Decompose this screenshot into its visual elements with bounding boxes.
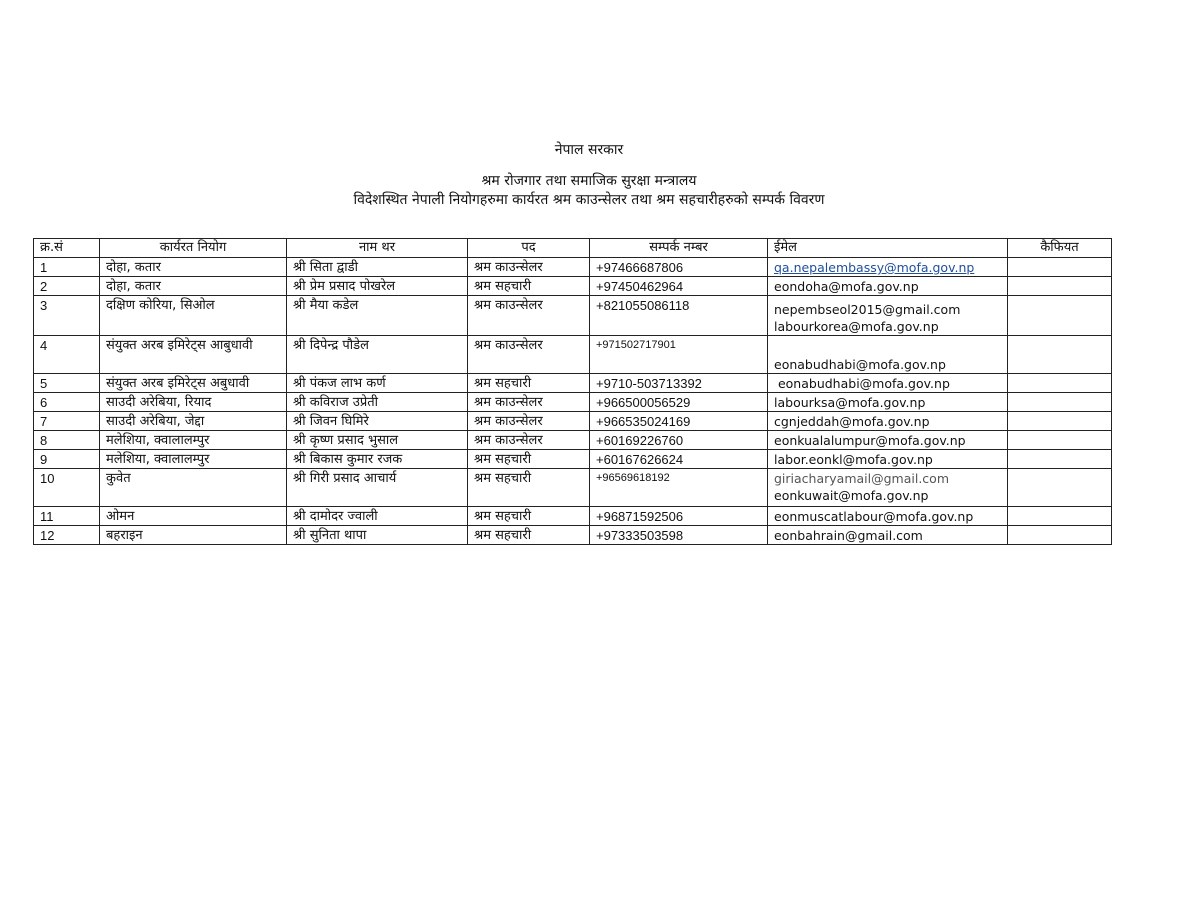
cell-phone: +60169226760	[590, 431, 768, 450]
cell-phone: +966500056529	[590, 393, 768, 412]
cell-email	[768, 469, 1008, 507]
cell-name: श्री मैया कडेल	[287, 296, 468, 336]
cell-sn: 1	[34, 258, 100, 277]
cell-phone: +966535024169	[590, 412, 768, 431]
cell-email	[768, 258, 1008, 277]
cell-post: श्रम सहचारी	[468, 469, 590, 507]
column-header-phone: सम्पर्क नम्बर	[590, 239, 768, 258]
table-row	[34, 507, 1112, 526]
cell-remarks	[1008, 526, 1112, 545]
cell-remarks	[1008, 336, 1112, 374]
cell-sn: 8	[34, 431, 100, 450]
cell-sn: 12	[34, 526, 100, 545]
column-header-email: ईमेल	[768, 239, 1008, 258]
table-row	[34, 374, 1112, 393]
email-secondary: labourkorea@mofa.gov.np	[774, 319, 939, 334]
column-header-mission: कार्यरत नियोग	[100, 239, 287, 258]
cell-name: श्री सुनिता थापा	[287, 526, 468, 545]
cell-post: श्रम सहचारी	[468, 450, 590, 469]
email-primary: giriacharyamail@gmail.com	[774, 471, 949, 486]
cell-name: श्री कृष्ण प्रसाद भुसाल	[287, 431, 468, 450]
email-link[interactable]: qa.nepalembassy@mofa.gov.np	[774, 260, 975, 275]
cell-mission: कुवेत	[100, 469, 287, 507]
cell-sn: 2	[34, 277, 100, 296]
cell-post: श्रम सहचारी	[468, 277, 590, 296]
cell-mission: ओमन	[100, 507, 287, 526]
cell-mission: संयुक्त अरब इमिरेट्स आबुधावी	[100, 336, 287, 374]
document-subtitle: विदेशस्थित नेपाली नियोगहरुमा कार्यरत श्रम काउन्सेलर तथा श्रम सहचारीहरुको सम्पर्क विवरण	[353, 192, 825, 208]
table-row	[34, 336, 1112, 374]
cell-sn: 7	[34, 412, 100, 431]
cell-email: eonabudhabi@mofa.gov.np	[768, 374, 1008, 393]
cell-mission: साउदी अरेबिया, जेद्दा	[100, 412, 287, 431]
cell-post: श्रम सहचारी	[468, 507, 590, 526]
cell-sn: 3	[34, 296, 100, 336]
email-primary: eonabudhabi@mofa.gov.np	[774, 357, 946, 372]
cell-email: cgnjeddah@mofa.gov.np	[768, 412, 1008, 431]
cell-phone: +97466687806	[590, 258, 768, 277]
cell-mission: दोहा, कतार	[100, 277, 287, 296]
cell-remarks	[1008, 258, 1112, 277]
cell-remarks	[1008, 277, 1112, 296]
cell-email	[768, 296, 1008, 336]
cell-sn: 4	[34, 336, 100, 374]
cell-email: eonbahrain@gmail.com	[768, 526, 1008, 545]
cell-mission: दक्षिण कोरिया, सिओल	[100, 296, 287, 336]
cell-phone: +971502717901	[590, 336, 768, 374]
cell-phone: +97333503598	[590, 526, 768, 545]
cell-remarks	[1008, 450, 1112, 469]
cell-phone: +821055086118	[590, 296, 768, 336]
cell-remarks	[1008, 412, 1112, 431]
column-header-remarks: कैफियत	[1008, 239, 1112, 258]
cell-phone: +9710-503713392	[590, 374, 768, 393]
table-row	[34, 393, 1112, 412]
cell-name: श्री सिता द्वाडी	[287, 258, 468, 277]
cell-post: श्रम काउन्सेलर	[468, 393, 590, 412]
cell-name: श्री बिकास कुमार रजक	[287, 450, 468, 469]
cell-post: श्रम सहचारी	[468, 526, 590, 545]
cell-sn: 10	[34, 469, 100, 507]
cell-post: श्रम काउन्सेलर	[468, 412, 590, 431]
cell-name: श्री गिरी प्रसाद आचार्य	[287, 469, 468, 507]
cell-phone: +96871592506	[590, 507, 768, 526]
cell-remarks	[1008, 507, 1112, 526]
table-row	[34, 431, 1112, 450]
cell-sn: 11	[34, 507, 100, 526]
cell-mission: साउदी अरेबिया, रियाद	[100, 393, 287, 412]
email-secondary: eonkuwait@mofa.gov.np	[774, 488, 929, 503]
document-heading-ministry: श्रम रोजगार तथा समाजिक सुरक्षा मन्त्रालय	[481, 173, 697, 189]
cell-sn: 6	[34, 393, 100, 412]
cell-name: श्री दामोदर ज्वाली	[287, 507, 468, 526]
cell-email	[768, 336, 1008, 374]
cell-mission: मलेशिया, क्वालालम्पुर	[100, 450, 287, 469]
cell-phone: +96569618192	[590, 469, 768, 507]
column-header-sn: क्र.सं	[34, 239, 100, 258]
cell-email: eonkualalumpur@mofa.gov.np	[768, 431, 1008, 450]
column-header-name: नाम थर	[287, 239, 468, 258]
cell-remarks	[1008, 296, 1112, 336]
table-row	[34, 469, 1112, 507]
cell-name: श्री जिवन घिमिरे	[287, 412, 468, 431]
table-row	[34, 412, 1112, 431]
cell-post: श्रम काउन्सेलर	[468, 336, 590, 374]
cell-sn: 9	[34, 450, 100, 469]
cell-email: eonmuscatlabour@mofa.gov.np	[768, 507, 1008, 526]
cell-name: श्री कविराज उप्रेती	[287, 393, 468, 412]
cell-remarks	[1008, 393, 1112, 412]
cell-phone: +97450462964	[590, 277, 768, 296]
cell-email: eondoha@mofa.gov.np	[768, 277, 1008, 296]
cell-phone: +60167626624	[590, 450, 768, 469]
cell-post: श्रम काउन्सेलर	[468, 258, 590, 277]
table-row	[34, 277, 1112, 296]
table-row	[34, 526, 1112, 545]
contact-table	[33, 238, 1112, 545]
cell-email: labor.eonkl@mofa.gov.np	[768, 450, 1008, 469]
cell-remarks	[1008, 431, 1112, 450]
cell-name: श्री प्रेम प्रसाद पोखरेल	[287, 277, 468, 296]
cell-mission: दोहा, कतार	[100, 258, 287, 277]
table-header-row	[34, 239, 1112, 258]
table-row	[34, 258, 1112, 277]
cell-remarks	[1008, 374, 1112, 393]
cell-name: श्री दिपेन्द्र पौडेल	[287, 336, 468, 374]
cell-sn: 5	[34, 374, 100, 393]
cell-post: श्रम काउन्सेलर	[468, 296, 590, 336]
table-row	[34, 450, 1112, 469]
cell-post: श्रम सहचारी	[468, 374, 590, 393]
table-row	[34, 296, 1112, 336]
cell-remarks	[1008, 469, 1112, 507]
cell-mission: मलेशिया, क्वालालम्पुर	[100, 431, 287, 450]
cell-mission: बहराइन	[100, 526, 287, 545]
document-heading-government: नेपाल सरकार	[554, 142, 624, 158]
cell-name: श्री पंकज लाभ कर्ण	[287, 374, 468, 393]
column-header-post: पद	[468, 239, 590, 258]
email-primary: nepembseol2015@gmail.com	[774, 302, 961, 317]
cell-email: labourksa@mofa.gov.np	[768, 393, 1008, 412]
cell-post: श्रम काउन्सेलर	[468, 431, 590, 450]
cell-mission: संयुक्त अरब इमिरेट्स अबुधावी	[100, 374, 287, 393]
